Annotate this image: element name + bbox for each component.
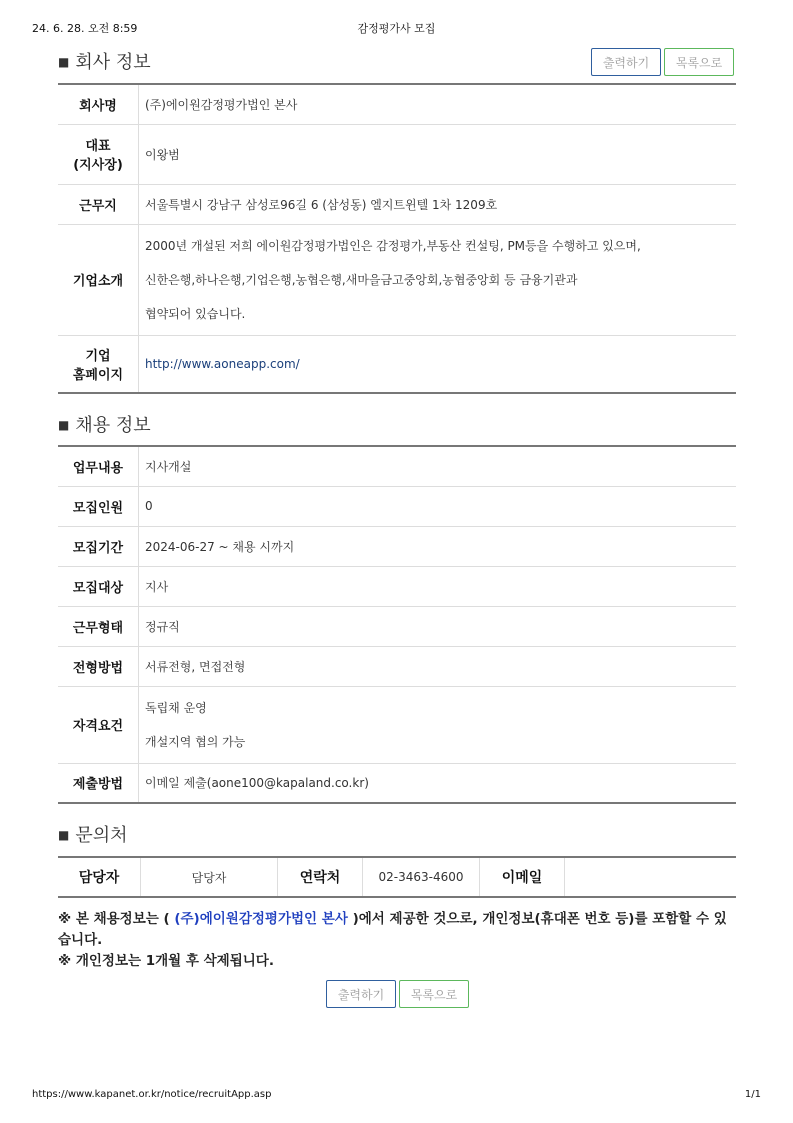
contact-section-title: ■ 문의처 — [58, 825, 128, 846]
print-date: 24. 6. 28. 오전 8:59 — [32, 22, 138, 35]
print-url: https://www.kapanet.or.kr/notice/recruitApp.asp — [32, 1089, 272, 1100]
print-title: 감정평가사 모집 — [357, 22, 436, 35]
duties-label: 업무내용 — [58, 446, 139, 486]
recruit-info-table — [58, 445, 736, 804]
headcount-value: 0 — [139, 486, 737, 526]
list-button-bottom[interactable]: 목록으로 — [399, 980, 469, 1008]
notice-line-2: ※ 개인정보는 1개월 후 삭제됩니다. — [58, 953, 274, 969]
selection-label: 전형방법 — [58, 646, 139, 686]
employment-type-label: 근무형태 — [58, 606, 139, 646]
representative-value: 이왕범 — [139, 124, 737, 184]
list-button-top[interactable]: 목록으로 — [664, 48, 734, 76]
qualifications-label: 자격요건 — [58, 686, 139, 763]
company-name-label: 회사명 — [58, 84, 139, 124]
location-value: 서울특별시 강남구 삼성로96길 6 (삼성동) 엘지트윈텔 1차 1209호 — [139, 184, 737, 224]
notice-line-1: ※ 본 채용정보는 ( (주)에이원감정평가법인 본사 )에서 제공한 것으로, 개인정보(휴대폰 번호 등)를 포함할 수 있습니다. — [58, 911, 727, 948]
introduction-line: 협약되어 있습니다. — [145, 306, 246, 321]
table-row — [58, 486, 736, 526]
contact-email-label: 이메일 — [480, 857, 565, 897]
square-bullet-icon: ■ — [58, 828, 70, 842]
company-name-value: (주)에이원감정평가법인 본사 — [139, 84, 737, 124]
contact-person-label: 담당자 — [58, 857, 141, 897]
table-row — [58, 526, 736, 566]
headcount-label: 모집인원 — [58, 486, 139, 526]
square-bullet-icon: ■ — [58, 418, 70, 432]
print-page-number: 1/1 — [744, 1089, 761, 1100]
qualifications-value — [139, 686, 737, 763]
target-label: 모집대상 — [58, 566, 139, 606]
submission-label: 제출방법 — [58, 763, 139, 803]
homepage-link[interactable]: http://www.aoneapp.com/ — [145, 356, 300, 371]
introduction-line: 신한은행,하나은행,기업은행,농협은행,새마을금고중앙회,농협중앙회 등 금융기관과 — [145, 272, 578, 287]
table-row — [58, 646, 736, 686]
table-row — [58, 763, 736, 803]
table-row — [58, 124, 736, 184]
table-row — [58, 84, 736, 124]
introduction-line: 2000년 개설된 저희 에이원감정평가법인은 감정평가,부동산 컨설팅, PM등을 수행하고 있으며, — [145, 238, 641, 253]
submission-value: 이메일 제출(aone100@kapaland.co.kr) — [145, 776, 369, 791]
contact-person-value: 담당자 — [141, 857, 278, 897]
duties-value: 지사개설 — [139, 446, 737, 486]
table-row — [58, 686, 736, 763]
contact-phone-label: 연락처 — [278, 857, 363, 897]
print-footer — [32, 1089, 761, 1103]
table-row — [58, 566, 736, 606]
representative-label: 대표 (지사장) — [58, 124, 139, 184]
table-row — [58, 606, 736, 646]
qualification-line: 독립채 운영 — [145, 700, 207, 715]
period-label: 모집기간 — [58, 526, 139, 566]
period-value: 2024-06-27 ~ 채용 시까지 — [139, 526, 737, 566]
notice-company-name: (주)에이원감정평가법인 본사 — [174, 911, 348, 927]
table-row — [58, 335, 736, 393]
print-button-top[interactable]: 출력하기 — [591, 48, 661, 76]
introduction-label: 기업소개 — [58, 224, 139, 335]
contact-phone-value: 02-3463-4600 — [363, 857, 480, 897]
employment-type-value: 정규직 — [139, 606, 737, 646]
location-label: 근무지 — [58, 184, 139, 224]
qualification-line: 개설지역 협의 가능 — [145, 734, 246, 749]
introduction-value — [139, 224, 737, 335]
target-value: 지사 — [139, 566, 737, 606]
contact-email-value — [565, 857, 737, 897]
table-row — [58, 224, 736, 335]
company-info-table — [58, 83, 736, 394]
table-row — [58, 184, 736, 224]
print-button-bottom[interactable]: 출력하기 — [326, 980, 396, 1008]
contact-table — [58, 856, 736, 898]
selection-value: 서류전형, 면접전형 — [139, 646, 737, 686]
square-bullet-icon: ■ — [58, 55, 70, 69]
print-header — [32, 20, 761, 36]
company-section-title: ■ 회사 정보 — [58, 52, 151, 73]
recruit-section-title: ■ 채용 정보 — [58, 415, 151, 436]
table-row — [58, 857, 736, 897]
table-row — [58, 446, 736, 486]
homepage-label: 기업 홈페이지 — [58, 335, 139, 393]
privacy-notice — [58, 909, 738, 972]
